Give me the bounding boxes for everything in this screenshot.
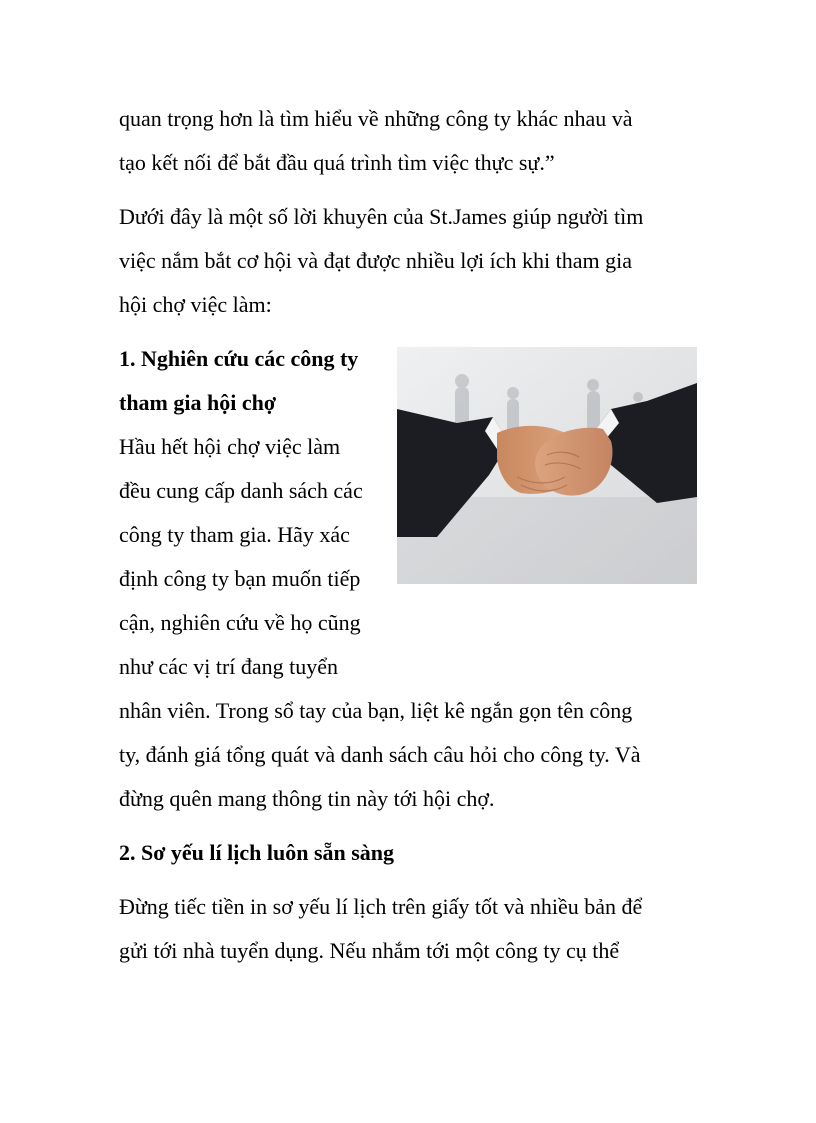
intro-line-2: tạo kết nối để bắt đầu quá trình tìm việc thực sự.” (119, 150, 555, 175)
section1-body-line-7: nhân viên. Trong sổ tay của bạn, liệt kê ngắn gọn tên công (119, 698, 633, 723)
section1-heading-line-2: tham gia hội chợ (119, 390, 277, 415)
intro-line-1: quan trọng hơn là tìm hiểu về những công ty khác nhau và (119, 106, 633, 131)
tips-intro-line-3: hội chợ việc làm: (119, 292, 272, 317)
section2-heading: 2. Sơ yếu lí lịch luôn sẵn sàng (119, 840, 395, 865)
section1-heading-line-1: 1. Nghiên cứu các công ty (119, 346, 359, 371)
section1-body-line-5: cận, nghiên cứu về họ cũng (119, 610, 361, 635)
section1-body-line-8: ty, đánh giá tổng quát và danh sách câu hỏi cho công ty. Và (119, 742, 641, 767)
section1-body-line-6: như các vị trí đang tuyển (119, 654, 339, 679)
handshake-photo (397, 347, 697, 584)
tips-intro-line-2: việc nắm bắt cơ hội và đạt được nhiều lợi ích khi tham gia (119, 248, 632, 273)
tips-intro-line-1: Dưới đây là một số lời khuyên của St.James giúp người tìm (119, 204, 644, 229)
section2-body-line-1: Đừng tiếc tiền in sơ yếu lí lịch trên giấy tốt và nhiều bản để (119, 894, 643, 919)
section1-body-line-4: định công ty bạn muốn tiếp (119, 566, 361, 591)
section1-body-line-1: Hầu hết hội chợ việc làm (119, 434, 341, 459)
section1-body-line-9: đừng quên mang thông tin này tới hội chợ. (119, 786, 495, 811)
section1-body-line-2: đều cung cấp danh sách các (119, 478, 363, 503)
section1-body-line-3: công ty tham gia. Hãy xác (119, 522, 350, 547)
section2-body-line-2: gửi tới nhà tuyển dụng. Nếu nhắm tới một công ty cụ thể (119, 938, 620, 963)
